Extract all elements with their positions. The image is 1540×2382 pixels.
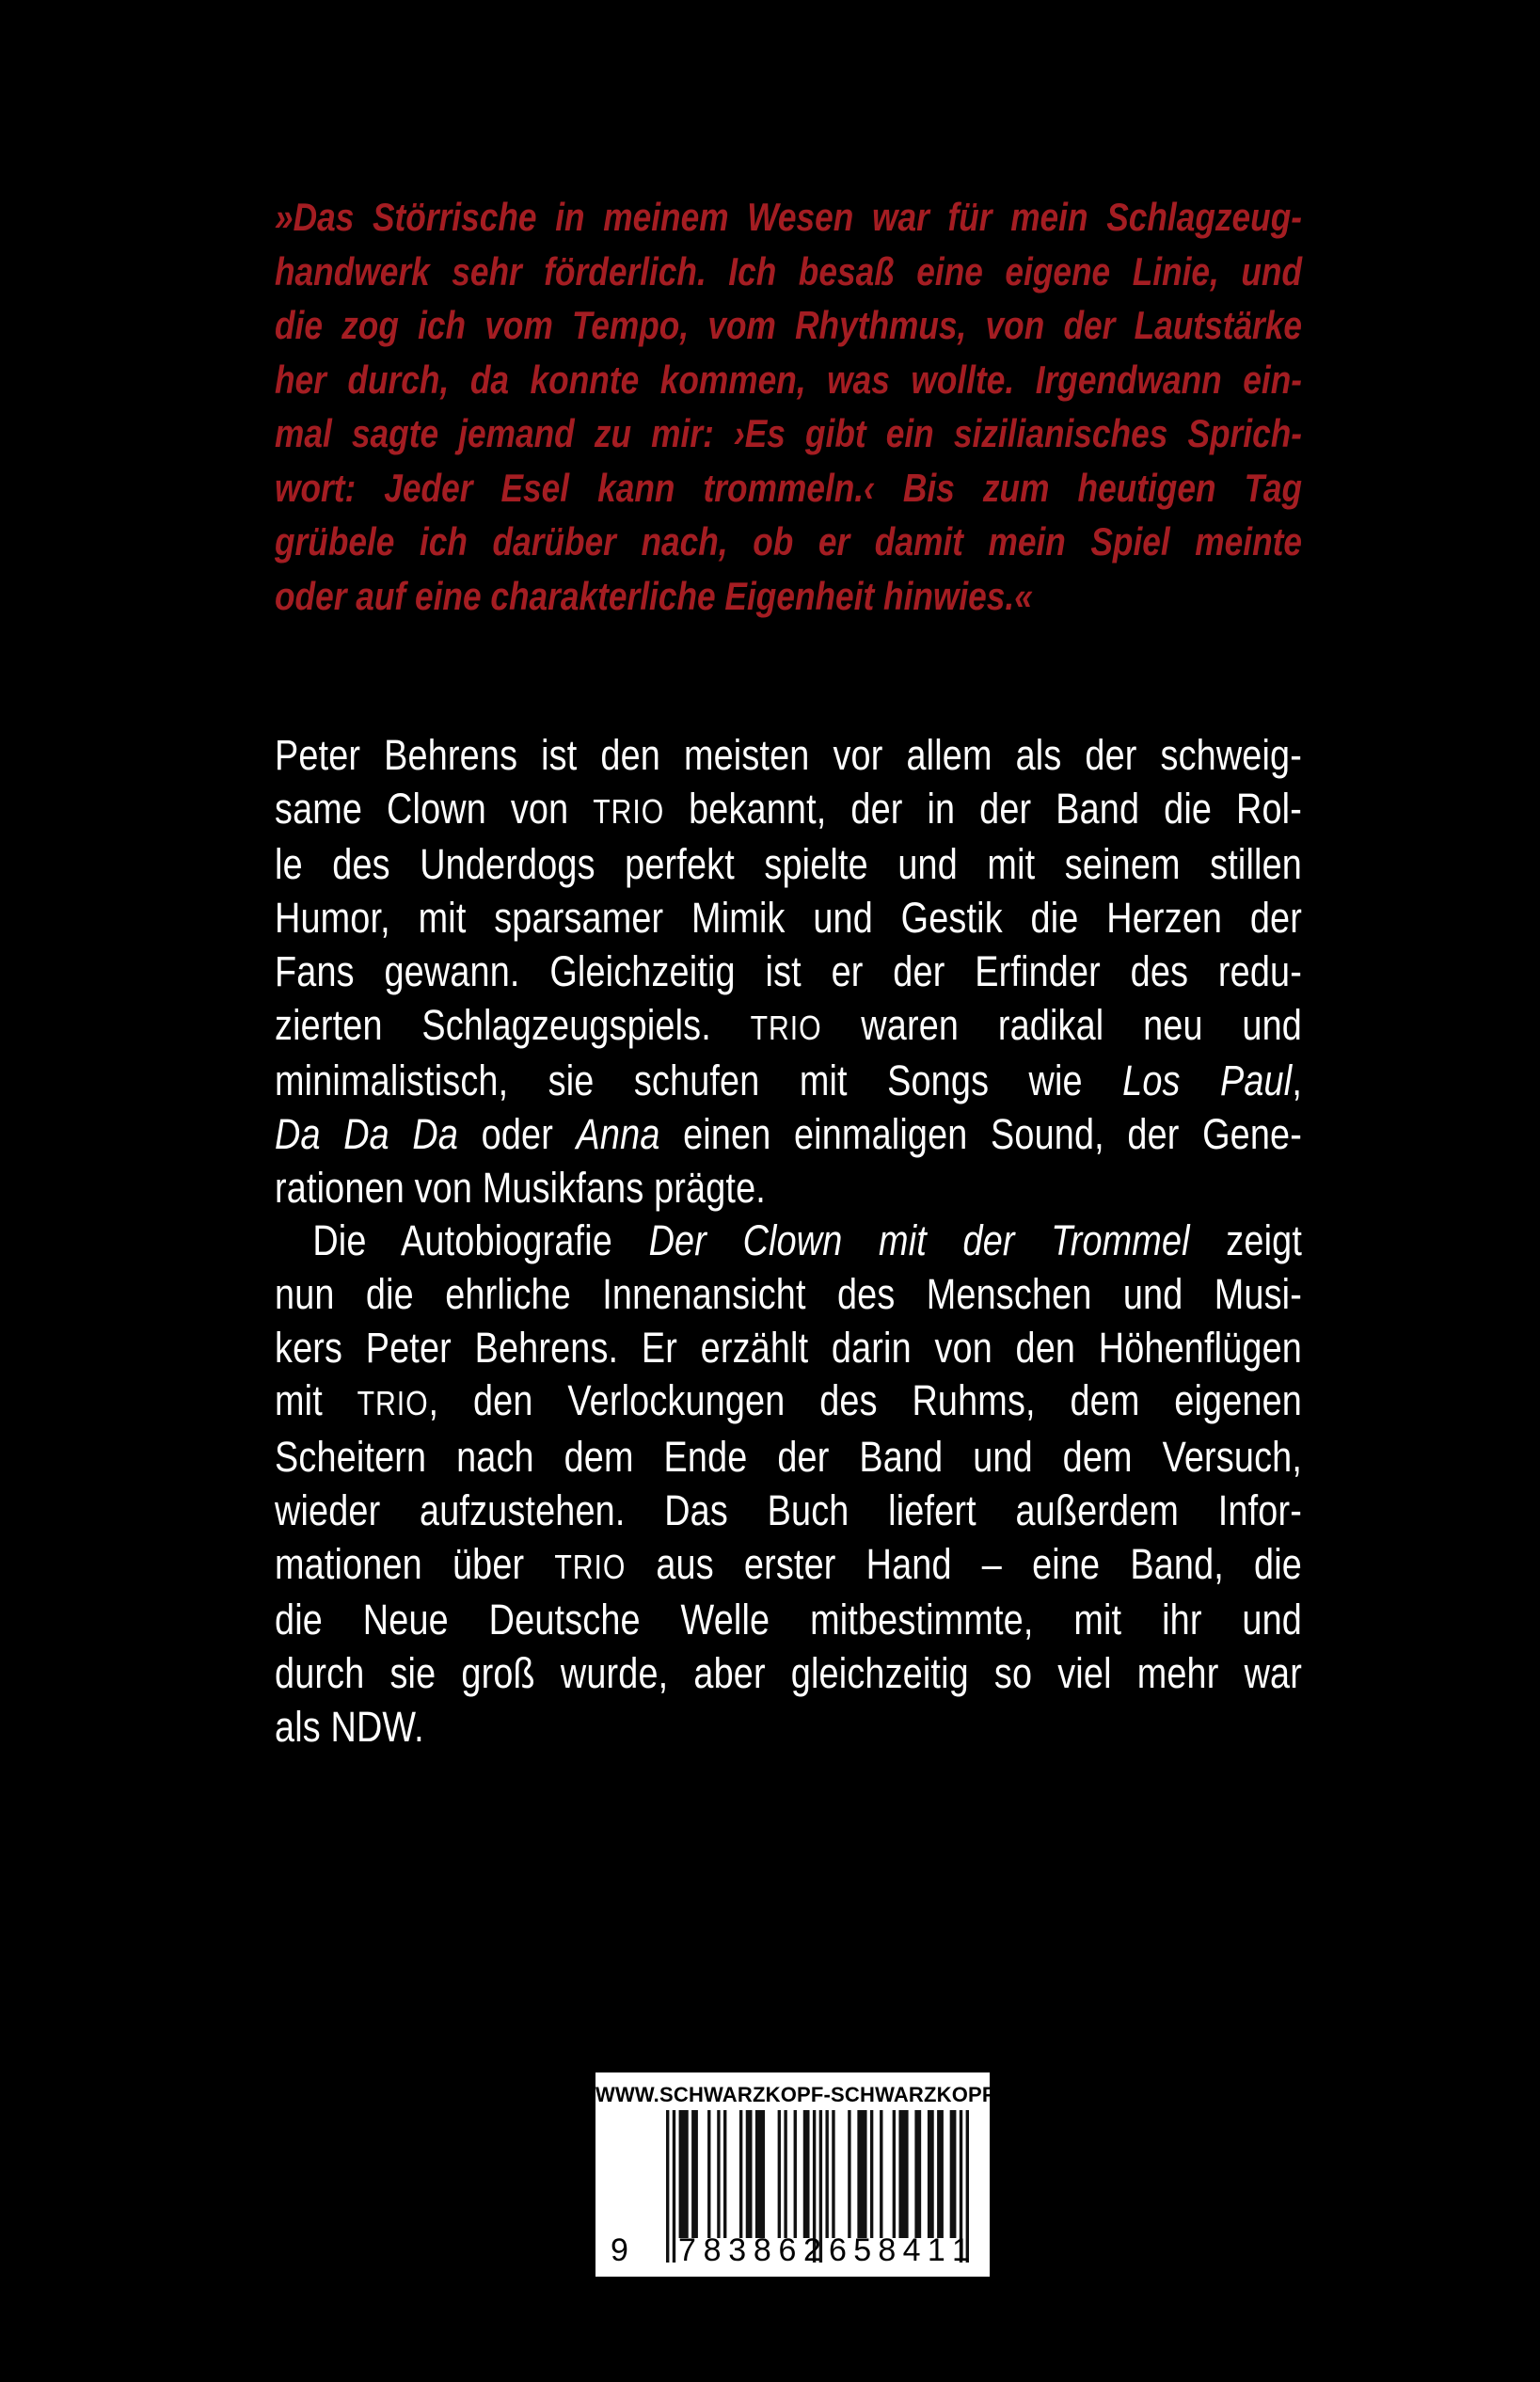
isbn-digit: 2 <box>803 2232 821 2268</box>
quote-line: »Das Störrische in meinem Wesen war für mein Schlagzeug- <box>275 195 1302 239</box>
blurb-line <box>275 1108 1302 1162</box>
band-name-caps: TRIO <box>554 1547 627 1586</box>
blurb-line <box>275 999 1302 1056</box>
text-segment: oder <box>458 1109 577 1158</box>
isbn-digit: 8 <box>878 2232 897 2268</box>
blurb-line <box>275 1538 1302 1595</box>
blurb-line <box>275 1374 1302 1431</box>
barcode-bar <box>666 2110 669 2263</box>
quote-line: handwerk sehr förderlich. Ich besaß eine eigene Linie, und <box>275 248 1302 294</box>
barcode-bar <box>914 2110 921 2238</box>
quote-lines <box>275 190 1302 623</box>
band-name-caps: TRIO <box>750 1008 822 1047</box>
isbn-digit: 1 <box>952 2232 970 2268</box>
barcode-bar <box>893 2110 896 2238</box>
isbn-digit: 8 <box>753 2232 771 2268</box>
isbn-digit: 3 <box>728 2232 747 2268</box>
barcode-bar <box>928 2110 934 2238</box>
title-italic: Da Da Da <box>275 1109 459 1158</box>
barcode-bar <box>950 2110 957 2238</box>
barcode-bar <box>717 2110 720 2238</box>
barcode-panel <box>595 2072 1028 2277</box>
text-segment: Humor, mit sparsamer Mimik und Gestik die Herzen der <box>275 894 1302 943</box>
blurb-line <box>275 729 1302 783</box>
blurb-line <box>275 1701 1302 1755</box>
blurb-line <box>275 1215 1302 1268</box>
barcode-bar <box>794 2110 797 2238</box>
barcode-bar <box>778 2110 781 2238</box>
text-segment: als NDW. <box>275 1702 424 1751</box>
band-name-caps: TRIO <box>593 791 665 831</box>
text-segment: , den Verlockungen des Ruhms, dem eigenen <box>428 1376 1302 1425</box>
text-segment: durch sie groß wurde, aber gleichzeitig so viel mehr war <box>275 1648 1302 1697</box>
blurb-line <box>275 838 1302 892</box>
barcode-bar <box>784 2110 786 2238</box>
blurb-line <box>275 1162 1302 1215</box>
barcode-bar <box>857 2110 866 2238</box>
text-segment: mationen über <box>275 1539 555 1588</box>
title-italic: Anna <box>576 1109 660 1158</box>
text-segment: mit <box>275 1376 357 1425</box>
barcode-bar <box>691 2110 698 2238</box>
quote-line: grübele ich darüber nach, ob er damit mein Spiel meinte <box>275 519 1302 564</box>
barcode-bar <box>679 2110 689 2238</box>
text-segment: same Clown von <box>275 784 594 833</box>
barcode-bar <box>755 2110 765 2238</box>
blurb-line <box>275 1647 1302 1701</box>
barcode-bar <box>870 2110 873 2238</box>
text-segment: Peter Behrens ist den meisten vor allem als der schweig- <box>275 731 1302 779</box>
blurb-line <box>275 1485 1302 1538</box>
text-segment: wieder aufzustehen. Das Buch liefert außerdem Infor- <box>275 1485 1302 1534</box>
text-segment: minimalistisch, sie schufen mit Songs wie <box>275 1056 1123 1105</box>
barcode-bar <box>723 2110 726 2238</box>
text-segment: nun die ehrliche Innenansicht des Menschen und Musi- <box>275 1270 1302 1319</box>
quote-line: her durch, da konnte kommen, was wollte. Irgendwann ein- <box>275 357 1302 402</box>
publisher-website: WWW.SCHWARZKOPF-SCHWARZKOPF.DE <box>595 2083 1028 2106</box>
barcode-bar <box>880 2110 882 2238</box>
text-segment: einen einmaligen Sound, der Gene- <box>659 1109 1302 1158</box>
blurb-line <box>275 1268 1302 1322</box>
quote-block <box>275 190 1302 623</box>
blurb-lines <box>275 729 1302 1754</box>
band-name-caps: TRIO <box>357 1384 429 1423</box>
text-segment: rationen von Musikfans prägte. <box>275 1163 766 1212</box>
isbn-digit: 4 <box>902 2232 921 2268</box>
text-segment: le des Underdogs perfekt spielte und mit seinem stillen <box>275 840 1302 889</box>
barcode-bar <box>803 2110 810 2238</box>
barcode-bar <box>746 2110 753 2238</box>
quote-line: die zog ich vom Tempo, vom Rhythmus, von der Lautstärke <box>275 303 1302 347</box>
text-segment: Fans gewann. Gleichzeitig ist er der Erfinder des redu- <box>275 946 1302 995</box>
quote-line: wort: Jeder Esel kann trommeln.‹ Bis zum heutigen Tag <box>275 465 1302 510</box>
barcode-bar <box>937 2110 944 2238</box>
isbn-digit: 8 <box>703 2232 722 2268</box>
blurb-line <box>275 1594 1302 1647</box>
text-segment: kers Peter Behrens. Er erzählt darin von den Höhenflügen <box>275 1323 1302 1372</box>
barcode-bar <box>825 2110 828 2238</box>
blurb-line <box>275 783 1302 839</box>
title-italic: Der Clown mit der Trommel <box>648 1216 1190 1265</box>
blurb-line <box>275 945 1302 999</box>
barcode-bar <box>673 2110 675 2263</box>
blurb-line <box>275 1322 1302 1375</box>
barcode-bar <box>898 2110 908 2238</box>
text-segment: , <box>1292 1056 1302 1105</box>
text-segment: bekannt, der in der Band die Rol- <box>664 784 1302 833</box>
barcode-bar <box>707 2110 710 2238</box>
text-segment: zierten Schlagzeugspiels. <box>275 1000 751 1049</box>
isbn-lead-digit: 9 <box>611 2232 628 2268</box>
isbn-digit: 6 <box>778 2232 797 2268</box>
isbn-digit: 5 <box>853 2232 872 2268</box>
isbn-right-digits <box>829 2234 970 2266</box>
barcode-bar <box>848 2110 850 2238</box>
blurb-line <box>275 1431 1302 1485</box>
isbn-digit: 1 <box>927 2232 945 2268</box>
quote-line: oder auf eine charakterliche Eigenheit hinwies.« <box>275 573 1033 618</box>
blurb-block <box>275 729 1302 1754</box>
text-segment: Scheitern nach dem Ende der Band und dem Versuch, <box>275 1433 1302 1482</box>
barcode-bar <box>739 2110 742 2238</box>
text-segment: waren radikal neu und <box>821 1000 1302 1049</box>
text-segment: aus erster Hand – eine Band, die <box>626 1539 1302 1588</box>
isbn-left-digits <box>678 2234 821 2266</box>
blurb-line <box>275 1055 1302 1108</box>
blurb-line <box>275 892 1302 945</box>
title-italic: Los Paul <box>1122 1056 1293 1105</box>
isbn-digit: 7 <box>678 2232 696 2268</box>
quote-line: mal sagte jemand zu mir: ›Es gibt ein sizilianisches Sprich- <box>275 411 1302 455</box>
text-segment: Die Autobiografie <box>312 1216 649 1265</box>
text-segment: zeigt <box>1189 1216 1302 1265</box>
barcode-bar <box>832 2110 834 2238</box>
text-segment: die Neue Deutsche Welle mitbestimmte, mit ihr und <box>275 1596 1302 1644</box>
isbn-digit: 6 <box>829 2232 847 2268</box>
